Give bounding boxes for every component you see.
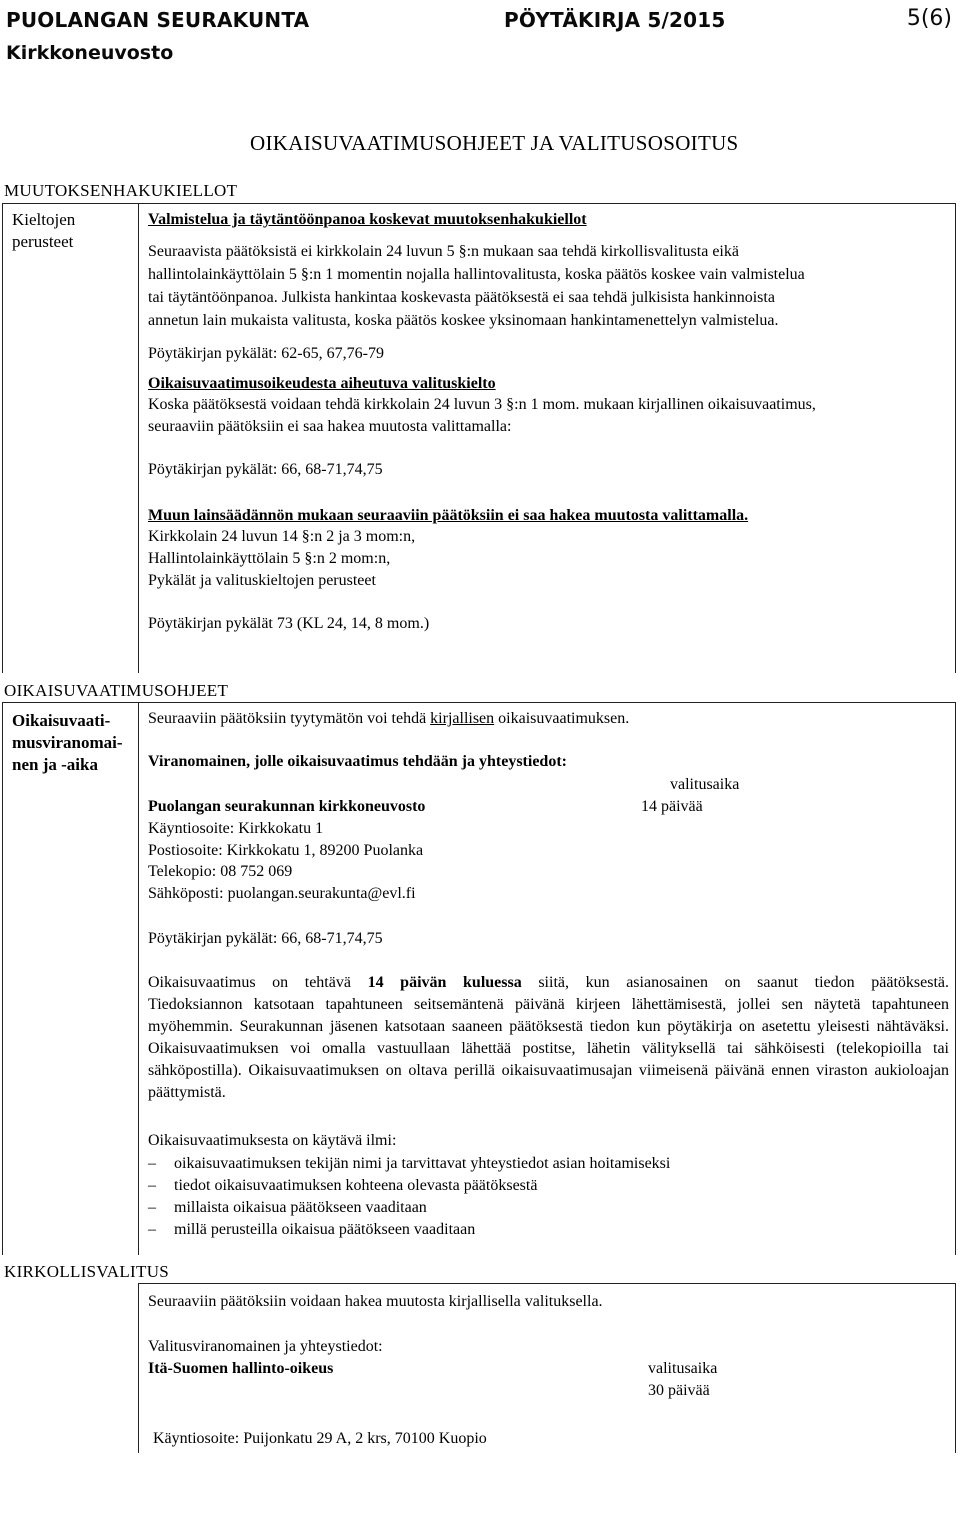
paragraph-line: Koska päätöksestä voidaan tehdä kirkkolain 24 luvun 3 §:n 1 mom. mukaan kirjallinen oikaisuvaatimus, xyxy=(148,396,816,413)
list-item: – millä perusteilla oikaisua päätökseen vaaditaan xyxy=(148,1221,476,1238)
valitusaika-value: 30 päivää xyxy=(648,1382,710,1399)
deadline-emphasis: 14 päivän kuluessa xyxy=(367,974,522,991)
organization-name: PUOLANGAN SEURAKUNTA xyxy=(6,8,310,32)
subheading-valmistelu: Valmistelua ja täytäntöönpanoa koskevat muutoksenhakukiellot xyxy=(148,211,587,228)
column-divider xyxy=(138,1283,139,1453)
table-border-right xyxy=(955,203,956,673)
section-heading-muutoksenhakukiellot: MUUTOKSENHAKUKIELLOT xyxy=(4,181,238,200)
page-header xyxy=(6,6,952,68)
fax-number: Telekopio: 08 752 069 xyxy=(148,863,293,880)
side-label-kieltojen-perusteet: Kieltojen perusteet xyxy=(12,210,76,251)
paragraph-line: Seuraavista päätöksistä ei kirkkolain 24 luvun 5 §:n mukaan saa tehdä kirkollisvalitusta eikä xyxy=(148,243,739,260)
valitusaika-label: valitusaika xyxy=(670,776,740,793)
table-border-right xyxy=(955,702,956,1255)
list-item: – oikaisuvaatimuksen tekijän nimi ja tarvittavat yhteystiedot asian hoitamiseksi xyxy=(148,1155,671,1172)
paragraph-line: hallintolainkäyttölain 5 §:n 1 momentin nojalla hallintovalitusta, koska päätös koskee vain valmistelua xyxy=(148,266,805,283)
table-border-top xyxy=(138,1283,955,1284)
email-address: Sähköposti: puolangan.seurakunta@evl.fi xyxy=(148,885,416,902)
document-title: PÖYTÄKIRJA 5/2015 xyxy=(504,8,726,32)
table-border-right xyxy=(955,1283,956,1453)
kirjallisen-underlined: kirjallisen xyxy=(430,710,495,727)
governing-body: Kirkkoneuvosto xyxy=(6,42,174,64)
table-border-left xyxy=(2,203,3,673)
kirkollisvalitus-intro: Seuraaviin päätöksiin voidaan hakea muutosta kirjallisella valituksella. xyxy=(148,1293,603,1310)
paragraph-line: annetun lain mukaista valitusta, koska päätös koskee yksinomaan hankintamenettelyn valmistelua. xyxy=(148,312,779,329)
table-border-top xyxy=(2,203,955,204)
section-heading-kirkollisvalitus: KIRKOLLISVALITUS xyxy=(4,1262,170,1281)
authority-name: Puolangan seurakunnan kirkkoneuvosto xyxy=(148,798,426,815)
deadline-paragraph: Tiedoksiannon katsotaan tapahtuneen seitsemäntenä päivänä kirjeen lähettämisestä, jollei sen näytetä tapahtuneen myöhemmin. Seurakunnan jäsenen katsotaan saaneen päätöksestä tiedon kun pöytäkirja on asetettu yleisesti nähtäväksi. Oikaisuvaatimuksen voi omalla vastuullaan lähettää postitse, lähetin välityksellä tai sähköisesti (telekopioilla tai sähköpostilla). Oikaisuvaatimuksen on oltava perillä oikaisuvaatimusajan viimeisenä päivänä ennen viraston aukioloajan päättymistä. xyxy=(148,996,949,1101)
postal-address: Postiosoite: Kirkkokatu 1, 89200 Puolanka xyxy=(148,842,424,859)
table-border-top xyxy=(2,702,955,703)
paragraph-line: seuraaviin päätöksiin ei saa hakea muutosta valittamalla: xyxy=(148,418,512,435)
column-divider xyxy=(138,203,139,673)
list-item: – tiedot oikaisuvaatimuksen kohteena olevasta päätöksestä xyxy=(148,1177,538,1194)
page-number: 5(6) xyxy=(906,6,952,31)
column-divider xyxy=(138,702,139,1255)
paragraph-line: Pykälät ja valituskieltojen perusteet xyxy=(148,572,376,589)
court-visiting-address: Käyntiosoite: Puijonkatu 29 A, 2 krs, 70100 Kuopio xyxy=(153,1430,487,1447)
viranomainen-heading: Viranomainen, jolle oikaisuvaatimus tehdään ja yhteystiedot: xyxy=(148,753,567,770)
page-title: OIKAISUVAATIMUSOHJEET JA VALITUSOSOITUS xyxy=(250,131,739,155)
paragraph-line: Kirkkolain 24 luvun 14 §:n 2 ja 3 mom:n, xyxy=(148,528,416,545)
subheading-valituskielto: Oikaisuvaatimusoikeudesta aiheutuva valituskielto xyxy=(148,375,496,392)
valitusviranomainen-heading: Valitusviranomainen ja yhteystiedot: xyxy=(148,1338,383,1355)
pykalat-list-4: Pöytäkirjan pykälät: 66, 68-71,74,75 xyxy=(148,930,383,947)
visiting-address: Käyntiosoite: Kirkkokatu 1 xyxy=(148,820,324,837)
side-label-viranomainen-ja-aika: Oikaisuvaati- musviranomai- nen ja -aika xyxy=(12,711,123,774)
pykalat-list-3: Pöytäkirjan pykälät 73 (KL 24, 14, 8 mom.) xyxy=(148,615,430,632)
paragraph-line: Hallintolainkäyttölain 5 §:n 2 mom:n, xyxy=(148,550,391,567)
court-name: Itä-Suomen hallinto-oikeus xyxy=(148,1360,334,1377)
deadline-first-line: Oikaisuvaatimus on tehtävä 14 päivän kuluessa siitä, kun asianosainen on saanut tiedon päätöksestä. xyxy=(148,974,950,991)
ilmi-heading: Oikaisuvaatimuksesta on käytävä ilmi: xyxy=(148,1132,397,1149)
subheading-muu-lainsaadanto: Muun lainsäädännön mukaan seuraaviin päätöksiin ei saa hakea muutosta valittamalla. xyxy=(148,507,749,524)
paragraph-line: tai täytäntöönpanoa. Julkista hankintaa koskevasta päätöksestä ei saa tehdä julkisista hankinnoista xyxy=(148,289,775,306)
pykalat-list-1: Pöytäkirjan pykälät: 62-65, 67,76-79 xyxy=(148,345,384,362)
valitusaika-label: valitusaika xyxy=(648,1360,718,1377)
pykalat-list-2: Pöytäkirjan pykälät: 66, 68-71,74,75 xyxy=(148,461,383,478)
list-item: – millaista oikaisua päätökseen vaaditaan xyxy=(148,1199,427,1216)
valitusaika-value: 14 päivää xyxy=(641,798,703,815)
section-heading-oikaisuvaatimusohjeet: OIKAISUVAATIMUSOHJEET xyxy=(4,681,229,700)
intro-text: Seuraaviin päätöksiin tyytymätön voi tehdä kirjallisen oikaisuvaatimuksen. xyxy=(148,710,630,727)
table-border-left xyxy=(2,702,3,1255)
